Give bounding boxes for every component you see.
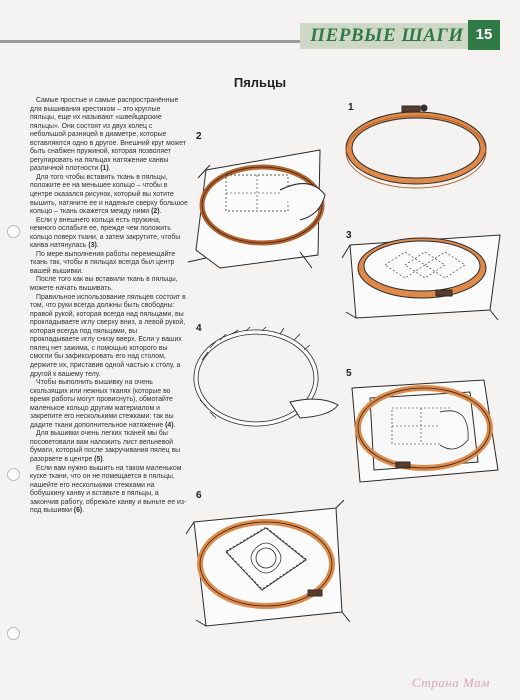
paragraph: По мере выполнения работы перемещайте ткань так, чтобы в пяльцах всегда был центр вашей вышивки. bbox=[30, 250, 176, 275]
figure-1-hoop-illustration bbox=[346, 105, 486, 188]
paragraph: Самые простые и самые распространённые для вышивания крестиком – это круглые пяльцы, еще их называют «швейцарские пяльцы». Они состоят из двух колец с небольшой разницей в диаметре, которые вставляются одно в другое. Внешний круг может быть снабжен пружиной, которая позволяет регулировать на пяльцах натяжение канвы различной плотности (1). bbox=[30, 97, 186, 173]
figure-6-basted-fabric-illustration bbox=[186, 500, 350, 626]
article-title: Пяльцы bbox=[233, 75, 287, 90]
figure-number-1: 1 bbox=[348, 102, 354, 113]
paragraph: Правильное использование пяльцев состоит в том, что руки всегда должны быть свободны: правой рукой, которая всегда над пяльцами, вы прокладываете иглу сверху вниз, а левой рукой, которая всегда под пяльцами, вы прокладываете иглу снизу вверх. Если у ваших пялец нет зажима, с помощью которого вы смогли бы зафиксировать его над столом, держите их, приставив одной частью к столу, а другой к вашему телу. bbox=[30, 293, 186, 378]
figure-2-fabric-placement-illustration bbox=[188, 150, 325, 268]
figure-3-tightened-hoop-illustration bbox=[342, 235, 500, 320]
paragraph: Чтобы выполнить вышивку на очень скользящих или нежных тканях (которые во время работы могут провиснуть), обмотайте маленькое кольцо другим материалом и закрепите его несколькими стежками: так вы дадите ткани дополнительное натяжение (4). bbox=[30, 379, 176, 429]
paragraph: Если у внешнего кольца есть пружина, немного ослабьте ее, прежде чем положить кольцо поверх ткани, а затем закрутите, чтобы канва натянулась (3). bbox=[30, 216, 181, 250]
paragraph: Для того чтобы вставить ткань в пяльцы, положите ее на меньшее кольцо – чтобы в центре оказался рисунок, который вы хотите вышить, натяните ее и наденьте сверху большое кольцо – ткань окажется между ними (2). bbox=[30, 173, 188, 216]
section-heading: ПЕРВЫЕ ШАГИ bbox=[310, 25, 464, 46]
figure-number-2: 2 bbox=[196, 131, 202, 142]
figure-number-5: 5 bbox=[346, 368, 352, 379]
figure-5-paper-layer-illustration bbox=[352, 380, 498, 482]
paragraph: Если вам нужно вышить на таком маленьком куске ткани, что он не помещается в пяльцы, нашейте его несколькими стежками на бобушкину канву и вставьте в пяльцы, а закончив работу, обрежьте канву и выньте ее из-под вышивки (6). bbox=[30, 464, 187, 515]
figure-number-3: 3 bbox=[346, 230, 352, 241]
figure-number-6: 6 bbox=[196, 490, 202, 501]
figure-number-4: 4 bbox=[196, 323, 202, 334]
figure-4-wrapped-ring-illustration bbox=[196, 327, 338, 424]
watermark-logo: Страна Мам bbox=[412, 675, 490, 690]
paragraph: После того как вы вставили ткань в пяльцы, можете начать вышивать. bbox=[30, 276, 178, 293]
page-number: 15 bbox=[468, 20, 500, 50]
paragraph: Для вышивки очень легких тканей мы бы посоветовали вам наложить лист вельневой бумаги, который после закручивания пялец вы разорвете в центре (5). bbox=[30, 430, 181, 463]
